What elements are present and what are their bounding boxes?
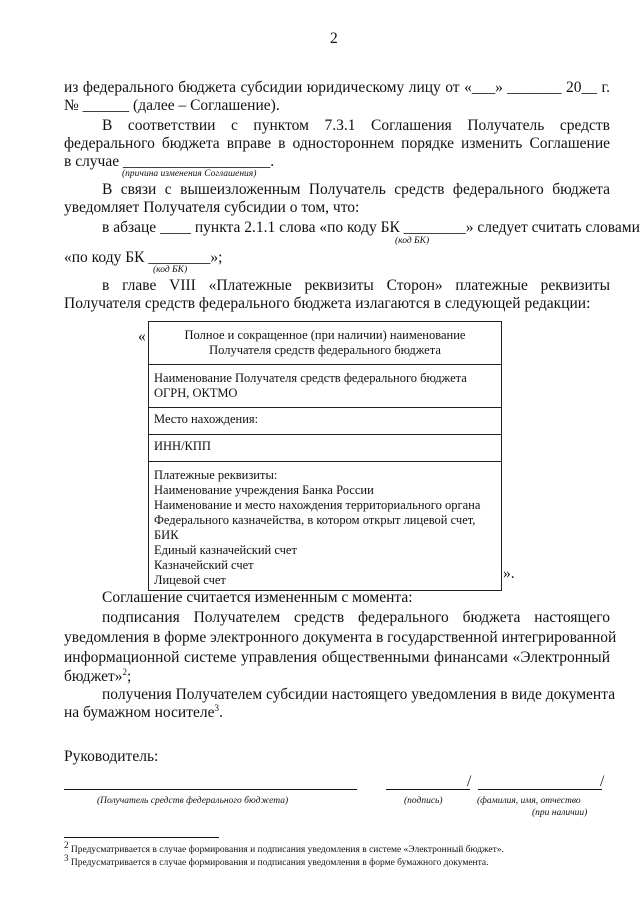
p3-line1: В связи с вышеизложенным Получатель средств федерального бюджета xyxy=(102,181,610,198)
requisites-table xyxy=(148,321,502,591)
table-row-payment xyxy=(149,462,501,590)
p1-line1: из федерального бюджета субсидии юридическому лицу от «___» _______ 20__ г. xyxy=(64,79,610,96)
p1-line2: № ______ (далее – Соглашение). xyxy=(64,97,280,114)
p4-caption2: (код БК) xyxy=(153,265,188,275)
table-row-name-line2: ОГРН, ОКТМО xyxy=(154,386,238,400)
p2-line1: В соответствии с пунктом 7.3.1 Соглашения Получатель средств xyxy=(102,117,610,134)
footnote-ref-2: 2 xyxy=(122,666,127,677)
slash-left: / xyxy=(467,773,472,790)
table-row-payment-line: Федерального казначейства, в котором открыт лицевой счет, xyxy=(154,513,476,527)
table-row-payment-line: Казначейский счет xyxy=(154,558,254,572)
table-row-inn xyxy=(149,435,501,462)
table-row-location-text: Место нахождения: xyxy=(154,412,259,426)
footnote-3 xyxy=(64,852,489,869)
footnote-2-num: 2 xyxy=(64,839,69,850)
a3-line2 xyxy=(64,704,223,722)
footnote-3-text: Предусматривается в случае формирования и подписания уведомления в форме бумажного документа. xyxy=(70,858,489,868)
table-row-payment-line: Наименование учреждения Банка России xyxy=(154,483,374,497)
a2-line2: уведомления в форме электронного документа в государственной интегрированной xyxy=(64,629,617,646)
table-row-inn-text: ИНН/КПП xyxy=(154,439,211,453)
footnote-2 xyxy=(64,839,504,856)
a2-line1: подписания Получателем средств федерального бюджета настоящего xyxy=(102,609,610,626)
p2-line3: в случае ___________________. xyxy=(64,153,275,170)
sign-line xyxy=(386,789,470,790)
sign-caption: (подпись) xyxy=(404,796,443,806)
p2-caption: (причина изменения Соглашения) xyxy=(122,169,257,179)
signature-label: Руководитель: xyxy=(64,748,159,765)
p5-line1: в главе VIII «Платежные реквизиты Сторон» платежные реквизиты xyxy=(102,277,610,294)
table-row-name-line1: Наименование Получателя средств федерального бюджета xyxy=(154,371,467,385)
footnote-separator xyxy=(64,837,219,838)
a2-line3: информационной системе управления общественными финансами «Электронный xyxy=(64,649,610,666)
a2-line4-end: ; xyxy=(126,668,132,685)
quote-open: « xyxy=(138,328,146,345)
p2-line2: федерального бюджета вправе в одностороннем порядке изменить Соглашение xyxy=(64,135,610,152)
table-header-line2: Получателя средств федерального бюджета xyxy=(209,343,441,357)
table-row-payment-line: Единый казначейский счет xyxy=(154,543,297,557)
table-header-line1: Полное и сокращенное (при наличии) наименование xyxy=(184,328,466,342)
a3-line2-end: . xyxy=(219,704,223,721)
p4-line1: в абзаце ____ пункта 2.1.1 слова «по коду БК ________» следует считать словами xyxy=(102,219,640,236)
quote-close: ». xyxy=(503,565,515,582)
footnote-ref-3: 3 xyxy=(214,702,219,713)
table-row-payment-line: Платежные реквизиты: xyxy=(154,468,278,482)
p4-caption: (код БК) xyxy=(395,236,430,246)
recipient-caption: (Получатель средств федерального бюджета) xyxy=(97,796,289,806)
p3-line2: уведомляет Получателя субсидии о том, что: xyxy=(64,199,360,216)
page-number: 2 xyxy=(330,30,338,47)
table-row-payment-line: Наименование и место нахождения территориального органа xyxy=(154,498,481,512)
name-caption-line1: (фамилия, имя, отчество xyxy=(477,796,581,806)
footnote-2-text: Предусматривается в случае формирования и подписания уведомления в системе «Электронный бюджет». xyxy=(70,845,504,855)
p5-line2: Получателя средств федерального бюджета излагаются в следующей редакции: xyxy=(64,295,591,312)
table-row-payment-line: БИК xyxy=(154,528,179,542)
table-row-payment-line: Лицевой счет xyxy=(154,573,226,587)
p4-line2: «по коду БК ________»; xyxy=(64,249,223,266)
a1: Соглашение считается измененным с момента: xyxy=(102,589,413,606)
table-header xyxy=(149,322,501,365)
a2-line4 xyxy=(64,668,131,686)
a3-line2-text: на бумажном носителе xyxy=(64,704,215,721)
recipient-line xyxy=(64,789,357,790)
a2-line4-text: бюджет» xyxy=(64,668,123,685)
name-caption-line2: (при наличии) xyxy=(532,808,588,818)
a3-line1: получения Получателем субсидии настоящего уведомления в виде документа xyxy=(102,686,616,703)
slash-right: / xyxy=(600,773,605,790)
name-line xyxy=(478,789,602,790)
table-row-name xyxy=(149,365,501,408)
table-row-location xyxy=(149,408,501,435)
footnote-3-num: 3 xyxy=(64,852,69,863)
